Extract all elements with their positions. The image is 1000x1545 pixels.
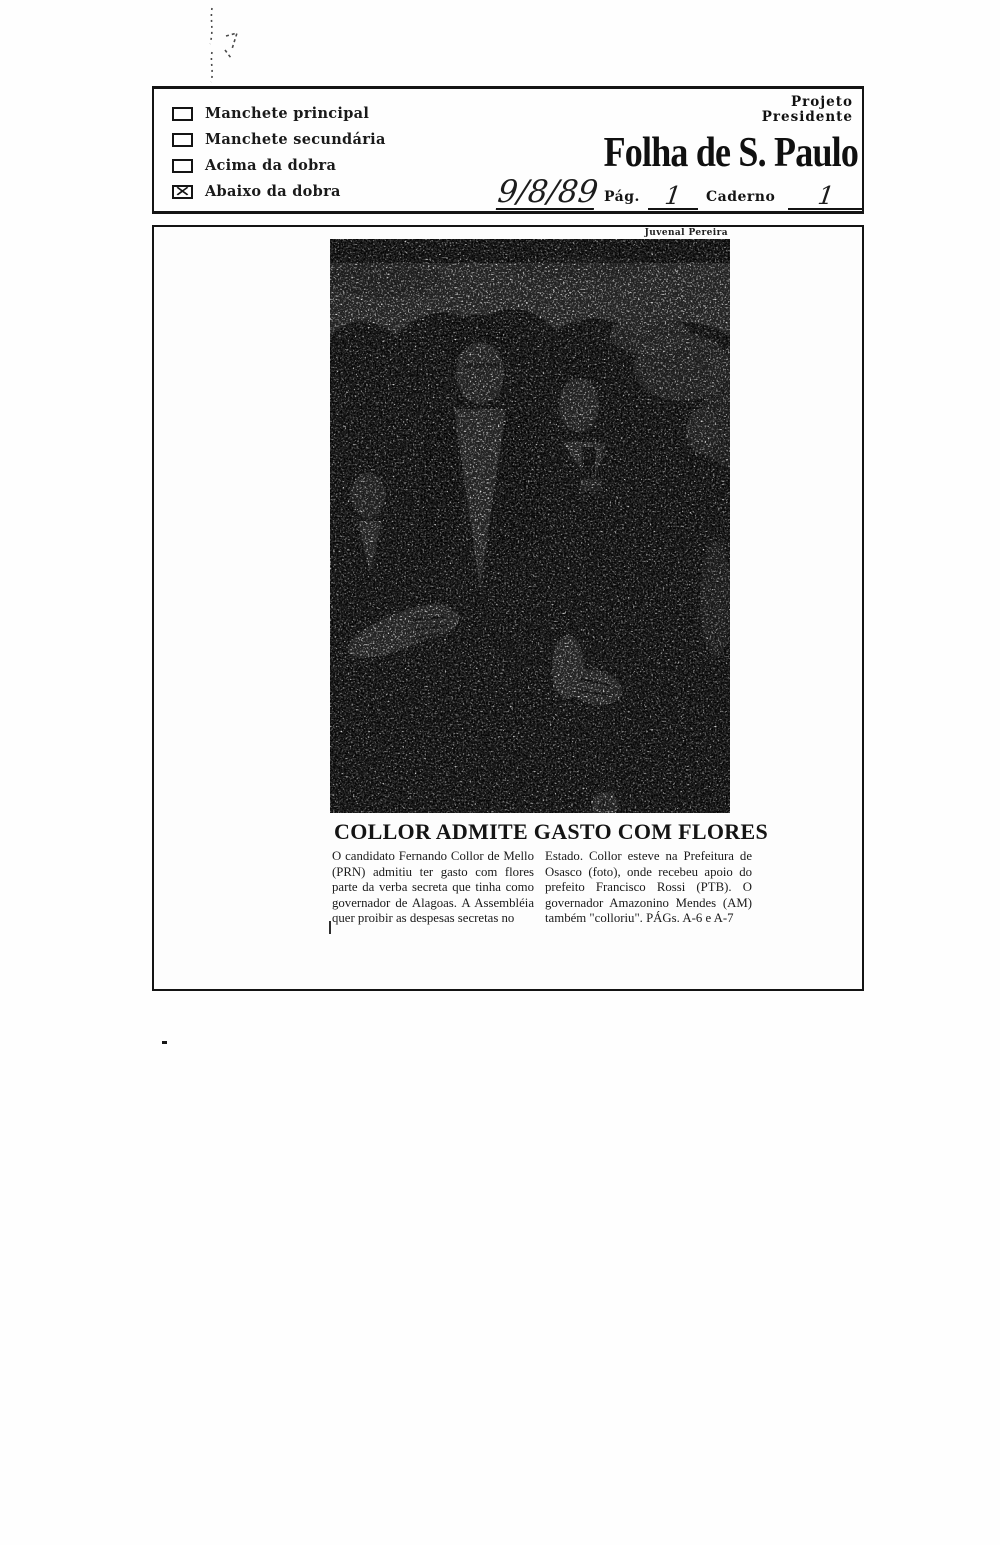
caderno-field-label: Caderno <box>706 189 776 205</box>
photo-credit: Juvenal Pereira <box>644 228 728 238</box>
date-handwritten: 9/8/89 <box>495 174 600 210</box>
caderno-handwritten: 1 <box>816 181 837 210</box>
pen-scribble-marks <box>190 2 270 97</box>
checklist-label: Acima da dobra <box>205 157 337 174</box>
x-mark <box>169 105 195 121</box>
checklist-label: Manchete secundária <box>205 131 386 148</box>
checklist-label: Manchete principal <box>205 105 370 122</box>
checklist-item-acima-da-dobra <box>172 158 386 173</box>
project-stamp <box>762 95 853 125</box>
news-photo <box>330 228 730 813</box>
newspaper-masthead: Folha de S. Paulo <box>603 127 858 176</box>
checklist-item-manchete-secundaria <box>172 132 386 147</box>
article-body <box>332 849 752 927</box>
pen-tick-mark <box>329 921 331 934</box>
checkbox-icon <box>172 133 193 147</box>
clipping-form-header <box>152 86 864 214</box>
checkbox-icon <box>172 107 193 121</box>
page-field-blank <box>648 180 698 210</box>
project-stamp-line1: Projeto <box>791 94 853 110</box>
checklist-label: Abaixo da dobra <box>205 183 341 200</box>
project-stamp-line2: Presidente <box>761 109 853 125</box>
x-mark <box>169 157 195 173</box>
page-field-label: Pág. <box>604 189 640 205</box>
headline: COLLOR ADMITE GASTO COM FLORES <box>334 819 768 844</box>
x-mark <box>169 131 195 147</box>
checkbox-checked-icon <box>172 185 193 199</box>
article-column-right: Estado. Collor esteve na Prefeitura de Osasco (foto), onde recebeu apoio do prefeito Francisco Rossi (PTB). O governador Amazonino Mendes (AM) também "colloriu". PÁGs. A-6 e A-7 <box>545 849 752 926</box>
scan-speck <box>162 1041 167 1044</box>
article-column-left: O candidato Fernando Collor de Mello (PRN) admitiu ter gasto com flores parte da verba secreta que tinha como governador de Alagoas. A Assembléia quer proibir as despesas secretas no <box>332 849 534 926</box>
clipping-content-box <box>152 225 864 991</box>
checklist-item-abaixo-da-dobra <box>172 184 386 199</box>
x-mark: ✕ <box>174 183 191 201</box>
checklist-item-manchete-principal <box>172 106 386 121</box>
halftone-photo-illustration <box>330 239 730 813</box>
caderno-field-blank <box>788 180 864 210</box>
page-handwritten: 1 <box>663 181 684 210</box>
placement-checklist <box>172 106 386 210</box>
checkbox-icon <box>172 159 193 173</box>
